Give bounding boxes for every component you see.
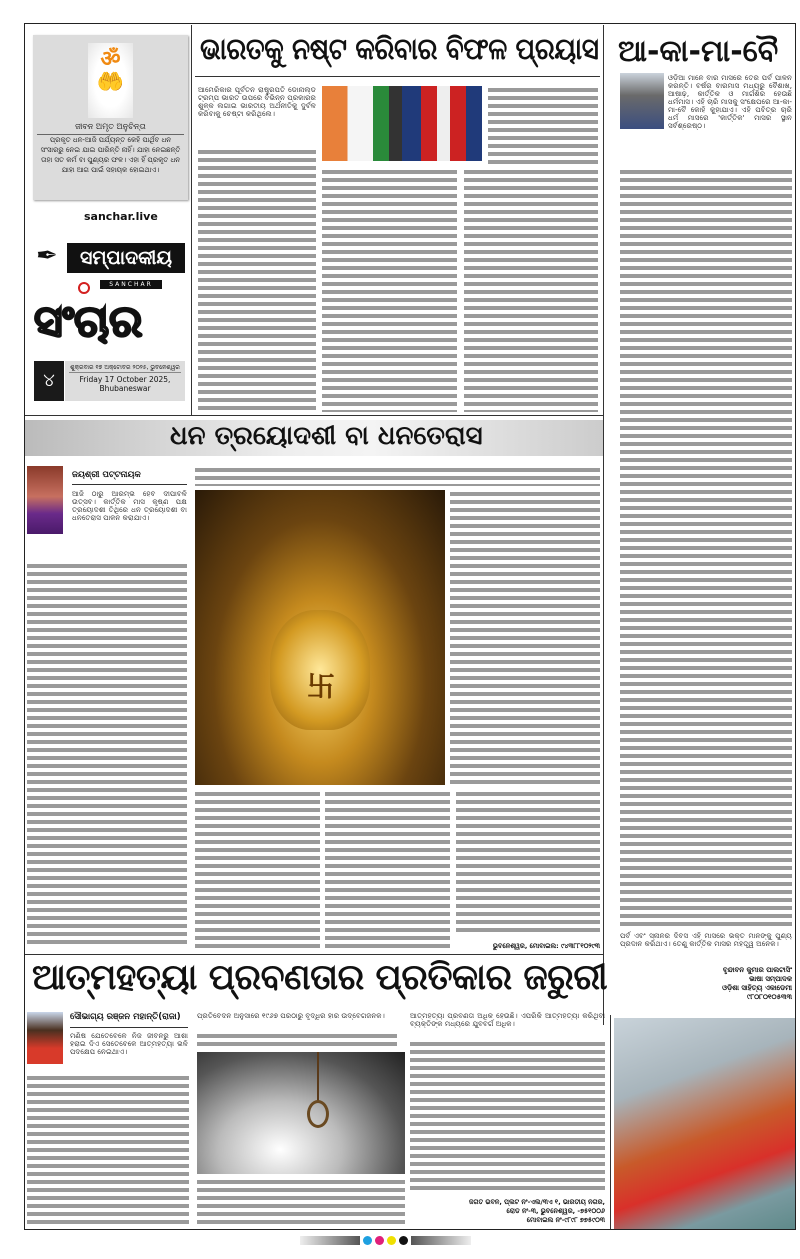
date-odia: ଶୁକ୍ରବାର ୧୭ ଅକ୍ଟୋବର ୨୦୨୫, ଭୁବନେଶ୍ୱର [69, 361, 181, 373]
bottom-lead: ମଣିଷ ଯେତେବେଳେ ନିଜ ଜୀବନରୁ ଆଶା ହରାଇ ଦିଏ ସେତେବେଳେ ଆତ୍ମହତ୍ୟା ଭଳି ପଦକ୍ଷେପ ନେଇଥାଏ। [70, 1031, 188, 1056]
middle-col3-text [325, 790, 450, 948]
middle-lead: ଆଜି ଠାରୁ ଆରମ୍ଭ ହେବ ଦୀପାବଳି ଉତ୍ସବ। କାର୍ତ୍ତିକ ମାସ କୃଷ୍ଣ ପକ୍ଷ ତ୍ରୟୋଦଶୀ ତିଥିରେ ଧନ ତ୍ରୟୋଦଶୀ ବା ଧନତେରାସ ପାଳନ କରାଯାଏ। [72, 489, 187, 522]
bottom-col2b-text [197, 1178, 405, 1226]
date-english: Friday 17 October 2025, [79, 375, 171, 384]
right-lead: ଓଡ଼ିଆ ମାନେ ବାର ମାସରେ ତେର ପର୍ବ ପାଳନ କରନ୍ତି। ବର୍ଷର ବାରମାସ ମଧ୍ୟରୁ ବୈଶାଖ, ଆଷାଢ଼, କାର୍ତ୍ତିକ ଓ ମାର୍ଗଶିର ହେଉଛି ଧର୍ମମାସ। ଏହି ଚାରି ମାସକୁ ସଂକ୍ଷେପରେ ଆ-କା-ମା-ବୈ କୋହି କୁହାଯାଏ। ଏହି ପବିତ୍ର ଚାରି ଧର୍ମ ମାସରେ 'କାର୍ତ୍ତିକ' ମାସର ସ୍ଥାନ ସର୍ବଶ୍ରେଷ୍ଠ। [668, 73, 792, 130]
golden-pot-image [195, 490, 445, 785]
top-col1-text [198, 148, 316, 412]
bottom-col3-text [410, 1040, 605, 1190]
print-registration-marks [300, 1236, 471, 1245]
logo-small: SANCHAR [100, 280, 162, 289]
middle-signoff: ଭୁବନେଶ୍ୱର, ମୋବାଇଲ: ୯୪୩୮୮୧୦୨୯୩ [492, 942, 600, 950]
bottom-headline[interactable]: ଆତ୍ମହତ୍ୟା ପ୍ରବଣତାର ପ୍ରତିକାର ଜରୁରୀ [32, 957, 608, 998]
right-role: ଭାଷା ସମ୍ପାଦକ [749, 975, 792, 983]
river-prayer-photo [614, 1018, 795, 1229]
right-closing: ପର୍ବ ଏବଂ ସ୍ନାନର ଦିବସ ଏହି ମାସରେ ଭକ୍ତ ମାନଙ୍କୁ ପୁଣ୍ୟ ପ୍ରଦାନ କରିଥାଏ। ତେଣୁ କାର୍ତ୍ତିକ ମାସର ମହତ୍ତ୍ୱ ଅନେକ। [620, 931, 792, 948]
top-lead: ଆମେରିକାର ପୂର୍ବତନ ରାଷ୍ଟ୍ରପତି ଡୋନାଲ୍ଡ ଟ୍ରମ୍ପ ଭାରତ ଉପରେ ବିଭିନ୍ନ ପ୍ରକାରର ଶୁଳ୍କ ଲଗାଇ ଭାରତୀୟ ଅର୍ଥନୀତିକୁ ଦୁର୍ବଳ କରିବାକୁ ଚେଷ୍ଟା କରିଥିଲେ। [198, 85, 316, 118]
section-label: ସମ୍ପାଦକୀୟ [67, 243, 185, 273]
date-box [65, 361, 185, 401]
swastika-icon: 卐 [307, 670, 336, 703]
right-headline[interactable]: ଆ-କା-ମା-ବୈ [618, 34, 779, 69]
right-author: ବୃନ୍ଦାବନ କୁମାର ପାଲଟାସିଂ [722, 966, 792, 974]
address-line1: ଜଗତ ଭବନ, ପ୍ଲଟ ନଂ-ଏଲ/୩ଏ ୧, ଭାରତୀୟ ନଗର, [469, 1198, 605, 1206]
columnist-photo [620, 73, 664, 129]
middle-col4-text [450, 490, 600, 785]
middle-author: ଜୟଶ୍ରୀ ପଟ୍ଟନାୟକ [72, 470, 141, 480]
bottom-author: ସୌଭାଗ୍ୟ ରଞ୍ଜନ ମହାନ୍ତି(ରାଜା) [70, 1012, 181, 1022]
quote-box [33, 35, 188, 200]
quote-body: ପ୍ରକୃତ ଧନ-ଆଜି ପର୍ଯ୍ୟନ୍ତ କେହି ପାର୍ଥିବ ଧନ ସଂସାରରୁ ନେଇ ଯାଇ ପାରିନ୍ତି ନାହିଁ। ଯାହା ନେଇଛନ୍ତି ତାହା ସତ କର୍ମ ବା ପୁଣ୍ୟର ଫଳ। ଏହା ହିଁ ପ୍ରକୃତ ଧନ ଯାହା ଆଗ ପାଇଁ ସହାୟକ ହୋଇଥାଏ। [40, 136, 181, 174]
top-headline[interactable]: ଭାରତକୁ ନଷ୍ଟ କରିବାର ବିଫଳ ପ୍ରୟାସ [200, 32, 599, 67]
top-col3-text [488, 86, 598, 166]
pen-nib-icon: ✒ [36, 241, 58, 271]
author-photo-jayashree [27, 466, 63, 534]
bottom-address [410, 1198, 605, 1225]
author-photo-soubhagya [27, 1012, 63, 1064]
right-signature [620, 966, 792, 1002]
bottom-col2-lead: ପ୍ରତିବେଦନ ଅନୁସାରେ ୧୯୬୭ ପରଠାରୁ ବୃଦ୍ଧିର ହାର ଉଦ୍‌ବେଗଜନକ। [197, 1011, 385, 1020]
middle-headline[interactable]: ଧନ ତ୍ରୟୋଦଶୀ ବା ଧନତେରାସ [170, 421, 483, 451]
newspaper-logo: ସଂଚାର [34, 296, 143, 347]
right-org: ଓଡ଼ିଶା ସାହିତ୍ୟ ଏକାଡେମୀ [722, 984, 792, 992]
address-line3: ମୋବାଇଲ ନଂ-୯୮୯୮ ୭୭୫୯୦୩ [526, 1216, 605, 1224]
middle-top-text [195, 466, 600, 486]
om-hands-icon: ॐ 🤲 [88, 43, 133, 118]
middle-col1-text [27, 562, 187, 948]
bottom-col3-lead: ଆତ୍ମହତ୍ୟା ପ୍ରବଣତା ଅଧିକ ହେଉଛି। ଏପରିକି ଆତ୍ମହତ୍ୟା କରିଥିବା ବ୍ୟକ୍ତିଙ୍କ ମଧ୍ୟରେ ଯୁବବର୍ଗ ଅଧିକ। [410, 1011, 605, 1028]
middle-col5-text [456, 790, 600, 936]
right-phone: ୯୮୦୮୦୧୦୫୩୩ [746, 993, 792, 1001]
page-number: ୪ [34, 361, 64, 401]
city: Bhubaneswar [99, 384, 151, 393]
logo-dot [78, 282, 90, 294]
bottom-col1-text [27, 1074, 189, 1226]
noose-image [197, 1052, 405, 1174]
quote-title: ଜୀବନ ଅମୃତ ଅନୁଚିନ୍ତା [37, 122, 184, 135]
bottom-col2-text [197, 1032, 397, 1048]
top-col3b-text [464, 168, 598, 412]
right-body-text [620, 168, 792, 928]
address-line2: ରୋଡ ନଂ-୩, ଭୁବନେଶ୍ୱର, -୭୫୧୦୦୬ [506, 1207, 605, 1215]
middle-col2-text [195, 790, 320, 948]
top-col2-text [322, 168, 457, 412]
flag-fists-image [322, 86, 482, 161]
website-link[interactable]: sanchar.live [84, 210, 158, 223]
